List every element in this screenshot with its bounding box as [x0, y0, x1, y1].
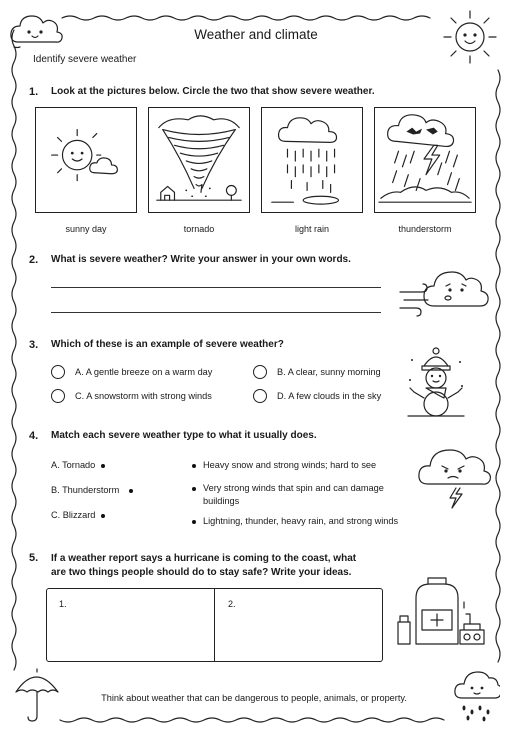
storm-cloud-icon	[375, 108, 475, 212]
sunny-day-picture[interactable]	[35, 107, 137, 213]
caption-sunny-day: sunny day	[65, 224, 107, 234]
sun-smile-icon	[441, 8, 499, 66]
match-dot-left-c[interactable]	[101, 514, 105, 518]
radio-option-b[interactable]	[253, 365, 267, 379]
radio-option-c[interactable]	[51, 389, 65, 403]
snowman-icon	[404, 346, 468, 418]
q2-text: What is severe weather? Write your answer in your own words.	[51, 254, 351, 265]
q1-text: Look at the pictures below. Circle the two that show severe weather.	[51, 86, 375, 97]
match-dot-left-a[interactable]	[101, 464, 105, 468]
footer-note: Think about weather that can be dangerous to people, animals, or property.	[101, 693, 407, 703]
radio-option-a[interactable]	[51, 365, 65, 379]
q1-number: 1.	[29, 86, 39, 98]
option-d[interactable]	[253, 389, 381, 403]
option-c-label: C. A snowstorm with strong winds	[75, 391, 212, 401]
umbrella-icon	[12, 666, 62, 724]
match-right-3[interactable]: Lightning, thunder, heavy rain, and strong winds	[192, 515, 404, 528]
sun-icon	[36, 108, 136, 212]
caption-light-rain: light rain	[294, 224, 330, 234]
match-left-thunderstorm[interactable]	[51, 485, 133, 495]
page-subtitle: Identify severe weather	[33, 54, 137, 65]
caption-thunderstorm: thunderstorm	[398, 224, 452, 234]
page-title: Weather and climate	[194, 27, 318, 42]
tornado-icon	[149, 108, 249, 212]
answer-box-label-1: 1.	[59, 599, 67, 609]
q4-text: Match each severe weather type to what it usually does.	[51, 430, 317, 441]
match-left-blizzard-label: C. Blizzard	[51, 510, 96, 520]
wind-cloud-icon	[396, 256, 492, 320]
q3-number: 3.	[29, 339, 39, 351]
caption-tornado: tornado	[183, 224, 215, 234]
cloud-smile-icon	[8, 8, 64, 52]
rain-cloud-smile-icon	[452, 666, 500, 724]
answer-line-2[interactable]	[51, 312, 381, 313]
match-right-1[interactable]: Heavy snow and strong winds; hard to see	[192, 459, 404, 472]
option-d-label: D. A few clouds in the sky	[277, 391, 382, 401]
match-left-thunderstorm-label: B. Thunderstorm	[51, 485, 120, 495]
q2-number: 2.	[29, 254, 39, 266]
angry-cloud-icon	[416, 440, 492, 510]
answer-line-1[interactable]	[51, 287, 381, 288]
thunderstorm-picture[interactable]	[374, 107, 476, 213]
tornado-picture[interactable]	[148, 107, 250, 213]
light-rain-picture[interactable]	[261, 107, 363, 213]
radio-option-d[interactable]	[253, 389, 267, 403]
q5-number: 5.	[29, 552, 39, 564]
match-left-tornado-label: A. Tornado	[51, 460, 96, 470]
option-b-label: B. A clear, sunny morning	[277, 367, 381, 377]
match-left-tornado[interactable]	[51, 460, 105, 470]
match-dot-left-b[interactable]	[129, 489, 133, 493]
answer-box-divider	[214, 588, 215, 662]
q5-text: If a weather report says a hurricane is coming to the coast, what are two things people should do to stay safe? Write your ideas.	[51, 553, 357, 578]
option-a[interactable]	[51, 365, 212, 379]
emergency-kit-icon	[394, 574, 488, 648]
q3-text: Which of these is an example of severe weather?	[51, 339, 284, 350]
option-c[interactable]	[51, 389, 212, 403]
match-right-2[interactable]: Very strong winds that spin and can damage buildings	[192, 482, 404, 508]
rain-cloud-icon	[262, 108, 362, 212]
answer-box-label-2: 2.	[228, 599, 236, 609]
option-b[interactable]	[253, 365, 381, 379]
option-a-label: A. A gentle breeze on a warm day	[75, 367, 213, 377]
q4-number: 4.	[29, 430, 39, 442]
match-left-blizzard[interactable]	[51, 510, 105, 520]
